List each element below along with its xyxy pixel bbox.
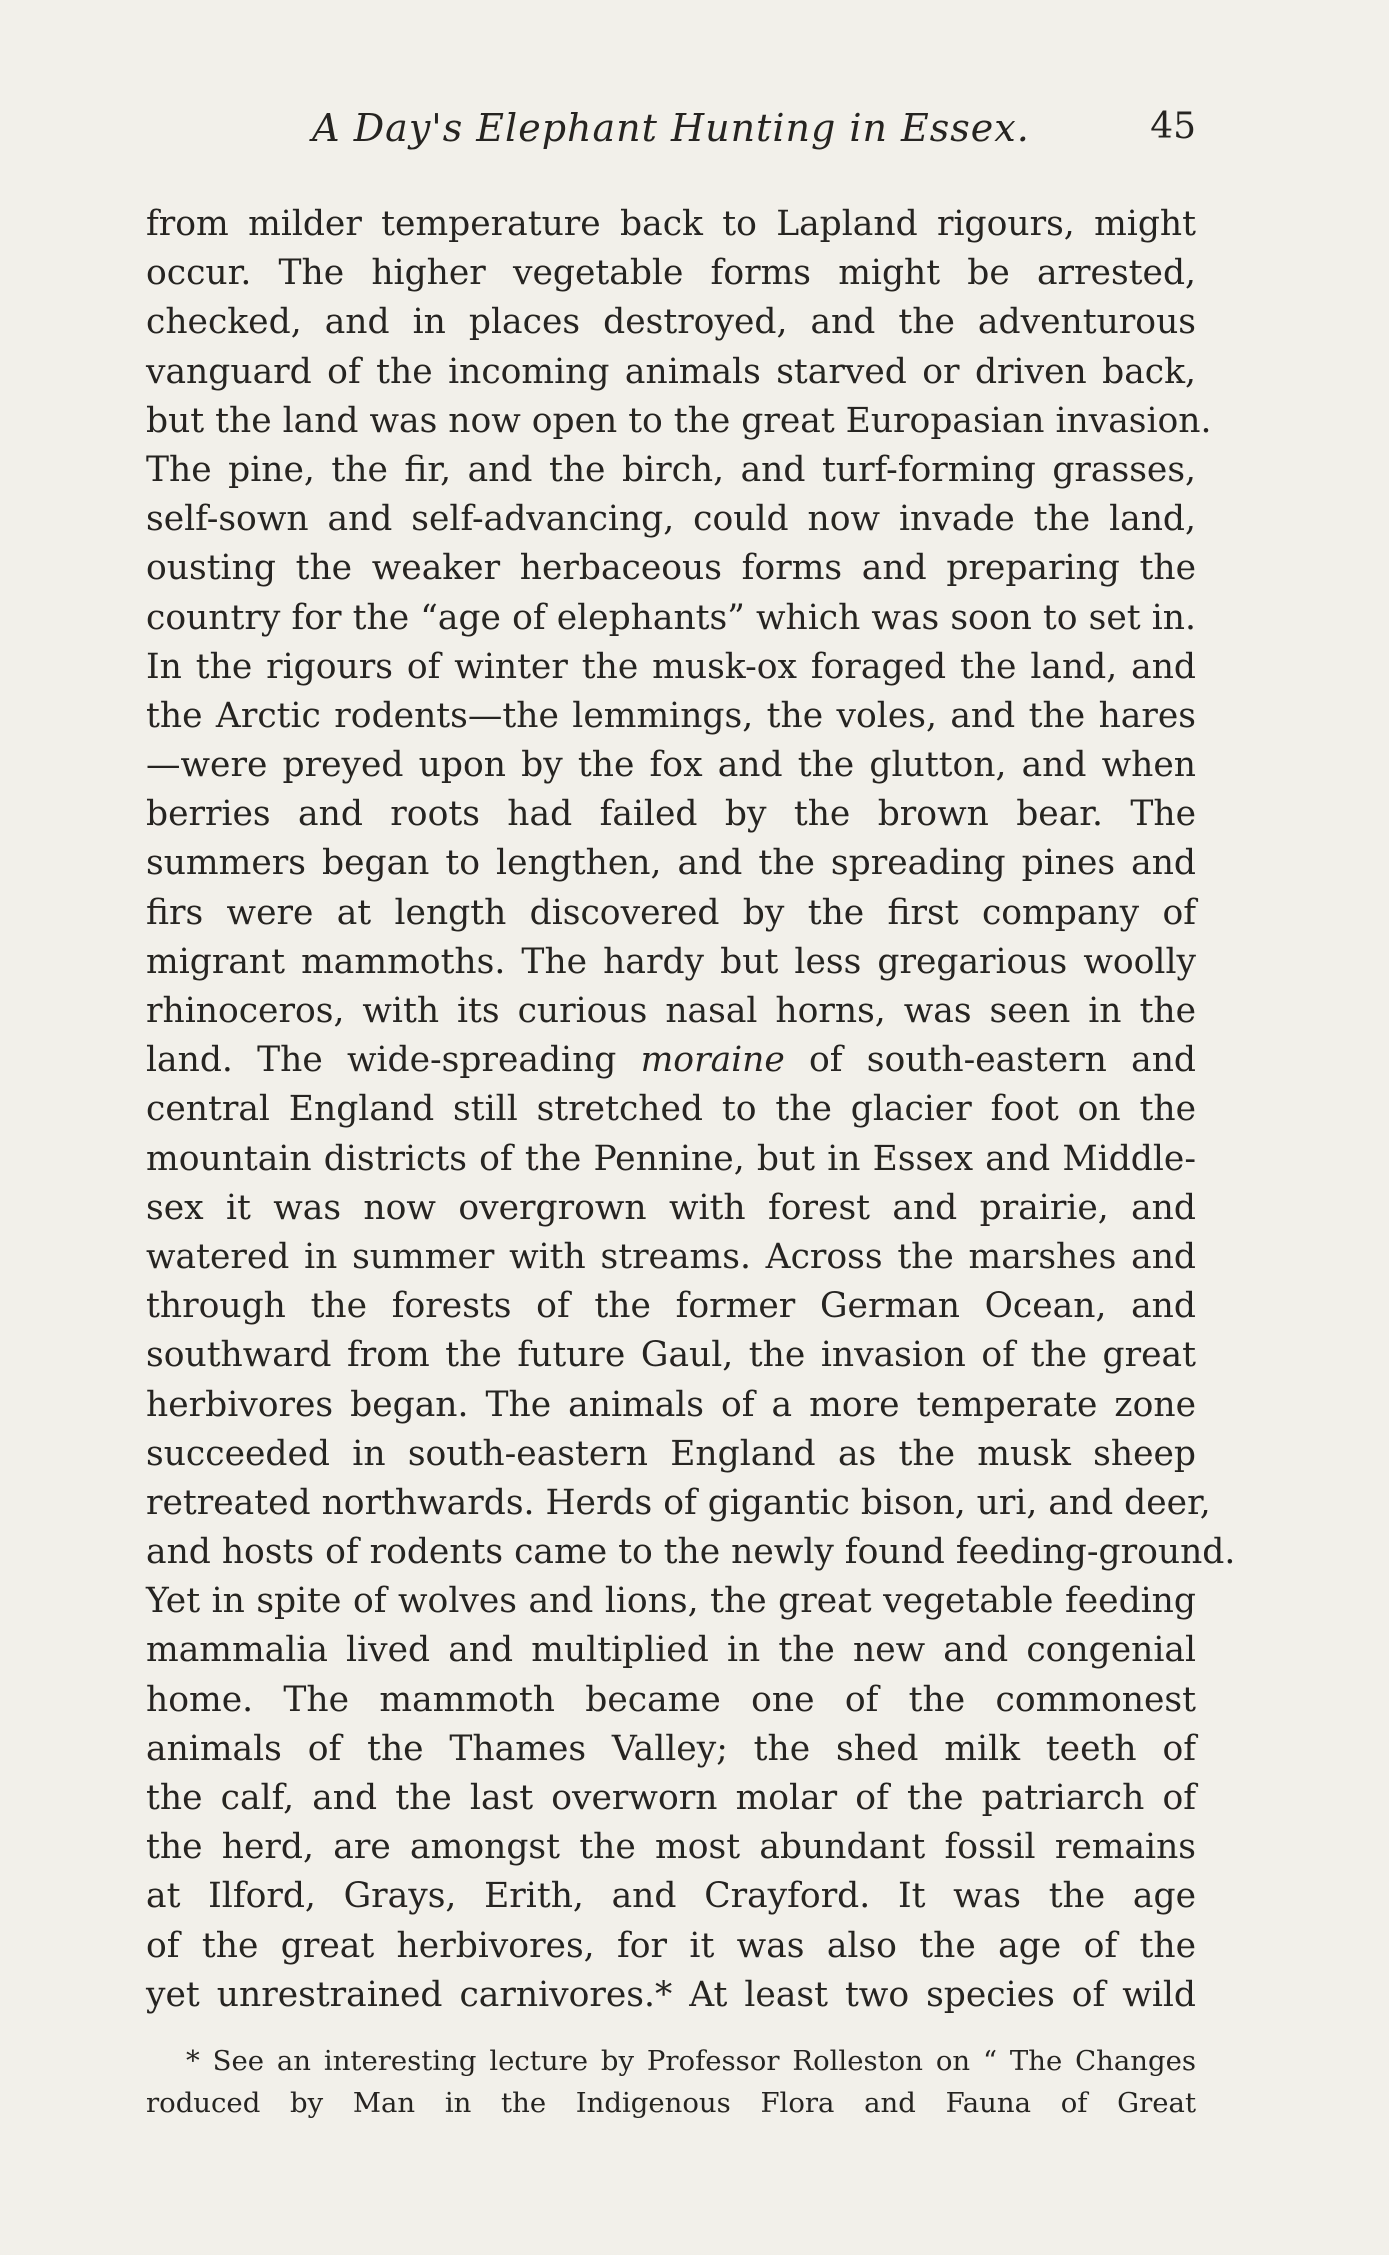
text-fragment: of south-eastern and: [784, 1040, 1196, 1081]
text-line: southward from the future Gaul, the invasion of the great: [146, 1335, 1196, 1376]
text-line: vanguard of the incoming animals starved or driven back,: [146, 351, 1196, 392]
text-line: —were preyed upon by the fox and the glutton, and when: [146, 745, 1196, 786]
text-line: home. The mammoth became one of the commonest: [146, 1679, 1196, 1720]
text-line: self-sown and self-advancing, could now invade the land,: [146, 499, 1196, 540]
text-line: rhinoceros, with its curious nasal horns, was seen in the: [146, 991, 1196, 1031]
text-line: retreated northwards. Herds of gigantic bison, uri, and deer,: [146, 1482, 1211, 1523]
text-line: the herd, are amongst the most abundant fossil remains: [146, 1827, 1196, 1868]
footnote: [146, 2040, 1196, 2124]
text-line: the calf, and the last overworn molar of the patriarch of: [146, 1778, 1196, 1818]
text-line: checked, and in places destroyed, and the adventurous: [146, 302, 1196, 343]
page-header: [146, 106, 1196, 156]
text-line: country for the “age of elephants” which was soon to set in.: [146, 597, 1196, 638]
text-line: summers began to lengthen, and the spreading pines and: [146, 843, 1196, 884]
text-line: sex it was now overgrown with forest and prairie, and: [146, 1187, 1196, 1228]
body-text: [146, 200, 1236, 2020]
text-fragment: land. The wide-spreading: [146, 1040, 641, 1081]
text-line: central England still stretched to the glacier foot on the: [146, 1089, 1196, 1130]
text-line: succeeded in south-eastern England as the musk sheep: [146, 1433, 1196, 1474]
text-line: firs were at length discovered by the first company of: [146, 892, 1196, 933]
text-line: watered in summer with streams. Across the marshes and: [146, 1236, 1196, 1277]
text-line: at Ilford, Grays, Erith, and Crayford. It was the age: [146, 1876, 1196, 1917]
text-line: but the land was now open to the great Europasian invasion.: [146, 400, 1212, 441]
text-line: yet unrestrained carnivores.* At least two species of wild: [146, 1974, 1196, 2015]
text-line: The pine, the fir, and the birch, and turf-forming grasses,: [146, 449, 1196, 490]
text-line: In the rigours of winter the musk-ox foraged the land, and: [146, 646, 1196, 687]
text-line: ousting the weaker herbaceous forms and preparing the: [146, 548, 1196, 589]
text-line: and hosts of rodents came to the newly found feeding-ground.: [146, 1532, 1236, 1573]
text-line-moraine: [146, 1036, 1196, 1085]
text-line: Yet in spite of wolves and lions, the great vegetable feeding: [146, 1581, 1196, 1622]
text-line: herbivores began. The animals of a more temperate zone: [146, 1384, 1196, 1425]
italic-term: moraine: [640, 1040, 785, 1081]
text-line: the Arctic rodents—the lemmings, the voles, and the hares: [146, 695, 1196, 736]
running-title: A Day's Elephant Hunting in Essex.: [312, 106, 1030, 150]
footnote-line: * See an interesting lecture by Professor Rolleston on “ The Changes: [186, 2045, 1196, 2077]
text-line: through the forests of the former German Ocean, and: [146, 1286, 1196, 1327]
text-line: occur. The higher vegetable forms might be arrested,: [146, 253, 1196, 294]
text-line: berries and roots had failed by the brown bear. The: [146, 794, 1196, 835]
text-line: animals of the Thames Valley; the shed milk teeth of: [146, 1728, 1196, 1769]
text-line: of the great herbivores, for it was also the age of the: [146, 1925, 1196, 1966]
text-line: mammalia lived and multiplied in the new and congenial: [146, 1630, 1196, 1671]
text-line: migrant mammoths. The hardy but less gregarious woolly: [146, 941, 1196, 982]
text-line: mountain districts of the Pennine, but in Essex and Middle-: [146, 1138, 1196, 1179]
text-line: from milder temperature back to Lapland rigours, might: [146, 204, 1196, 244]
page-number: 45: [1150, 106, 1196, 147]
footnote-line: roduced by Man in the Indigenous Flora and Fauna of Great: [146, 2087, 1196, 2119]
